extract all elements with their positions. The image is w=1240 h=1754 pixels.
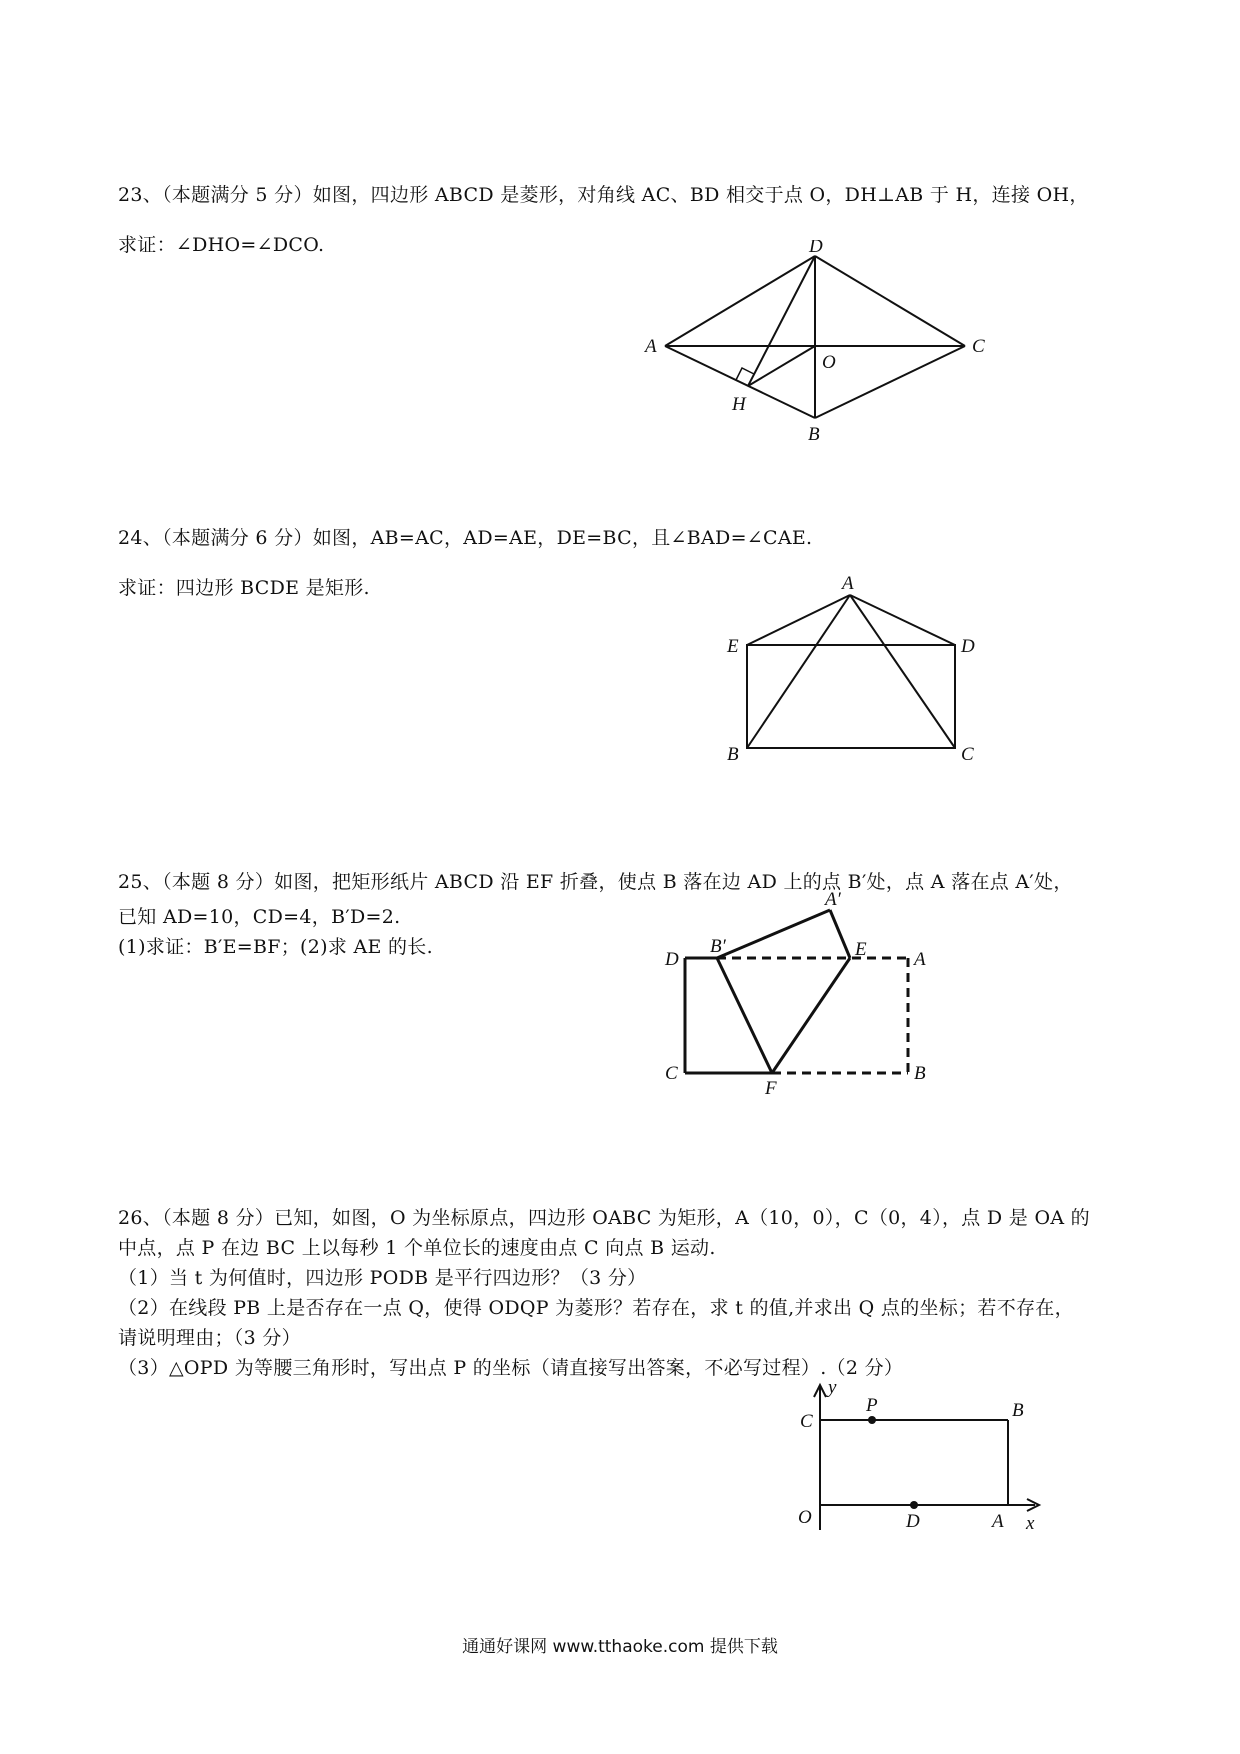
q23-text-line2: 求证：∠DHO=∠DCO. [118,234,325,256]
q26-label-o: O [798,1507,812,1528]
q24-rectangle-figure [715,560,985,770]
q23-label-h: H [732,394,746,415]
q23-label-d: D [809,240,823,257]
q26-label-b: B [1012,1400,1024,1421]
q25-text-line2: 已知 AD=10，CD=4，B′D=2. [118,906,401,928]
q25-text-line3: (1)求证：B′E=BF；(2)求 AE 的长. [118,936,433,958]
q26-label-d: D [906,1511,920,1532]
q26-label-c: C [800,1411,813,1432]
q24-label-e: E [727,636,739,657]
q26-text-line5: 请说明理由；（3 分） [118,1327,301,1349]
q25-label-c: C [665,1063,678,1084]
q23-rhombus-figure [640,240,1010,450]
q25-label-d: D [665,949,679,970]
q25-label-e: E [855,939,867,960]
q26-point-d [910,1501,918,1509]
q24-text-line2: 求证：四边形 BCDE 是矩形. [118,577,370,599]
q23-label-o: O [822,352,836,373]
q26-text-line2: 中点，点 P 在边 BC 上以每秒 1 个单位长的速度由点 C 向点 B 运动. [118,1237,716,1259]
q23-label-b: B [808,424,820,445]
q26-text-line6: （3）△OPD 为等腰三角形时，写出点 P 的坐标（请直接写出答案，不必写过程）.（2 分） [118,1357,904,1379]
q25-label-b-prime: B′ [710,936,726,957]
q26-text-line1: 26、（本题 8 分）已知，如图，O 为坐标原点，四边形 OABC 为矩形，A（10，0），C（0，4），点 D 是 OA 的 [118,1207,1090,1229]
q26-label-a: A [992,1511,1004,1532]
q25-label-b: B [914,1063,926,1084]
q23-label-a: A [645,336,657,357]
q23-text-line1: 23、（本题满分 5 分）如图，四边形 ABCD 是菱形，对角线 AC、BD 相交于点 O，DH⊥AB 于 H，连接 OH， [118,184,1089,206]
q25-label-a-prime: A′ [825,889,841,910]
q25-text-line1: 25、（本题 8 分）如图，把矩形纸片 ABCD 沿 EF 折叠，使点 B 落在边 AD 上的点 B′处，点 A 落在点 A′处， [118,871,1073,893]
q25-label-f: F [765,1078,777,1099]
q26-label-x: x [1026,1513,1035,1534]
q26-text-line4: （2）在线段 PB 上是否存在一点 Q，使得 ODQP 为菱形？若存在，求 t 的值,并求出 Q 点的坐标；若不存在， [118,1297,1074,1319]
page-footer: 通通好课网 www.tthaoke.com 提供下载 [462,1637,778,1657]
q24-label-d: D [961,636,975,657]
q26-point-p [868,1416,876,1424]
q24-label-b: B [727,744,739,765]
q26-text-line3: （1）当 t 为何值时，四边形 PODB 是平行四边形？（3 分） [118,1267,647,1289]
q26-label-p: P [866,1395,878,1416]
q24-label-c: C [961,744,974,765]
q26-coordinate-figure [790,1375,1050,1545]
q24-label-a: A [842,573,854,594]
q25-fold-figure [655,885,935,1100]
q23-label-c: C [972,336,985,357]
q25-label-a: A [914,949,926,970]
q26-label-y: y [828,1377,837,1398]
q24-text-line1: 24、（本题满分 6 分）如图，AB=AC，AD=AE，DE=BC，且∠BAD=∠CAE. [118,527,813,549]
